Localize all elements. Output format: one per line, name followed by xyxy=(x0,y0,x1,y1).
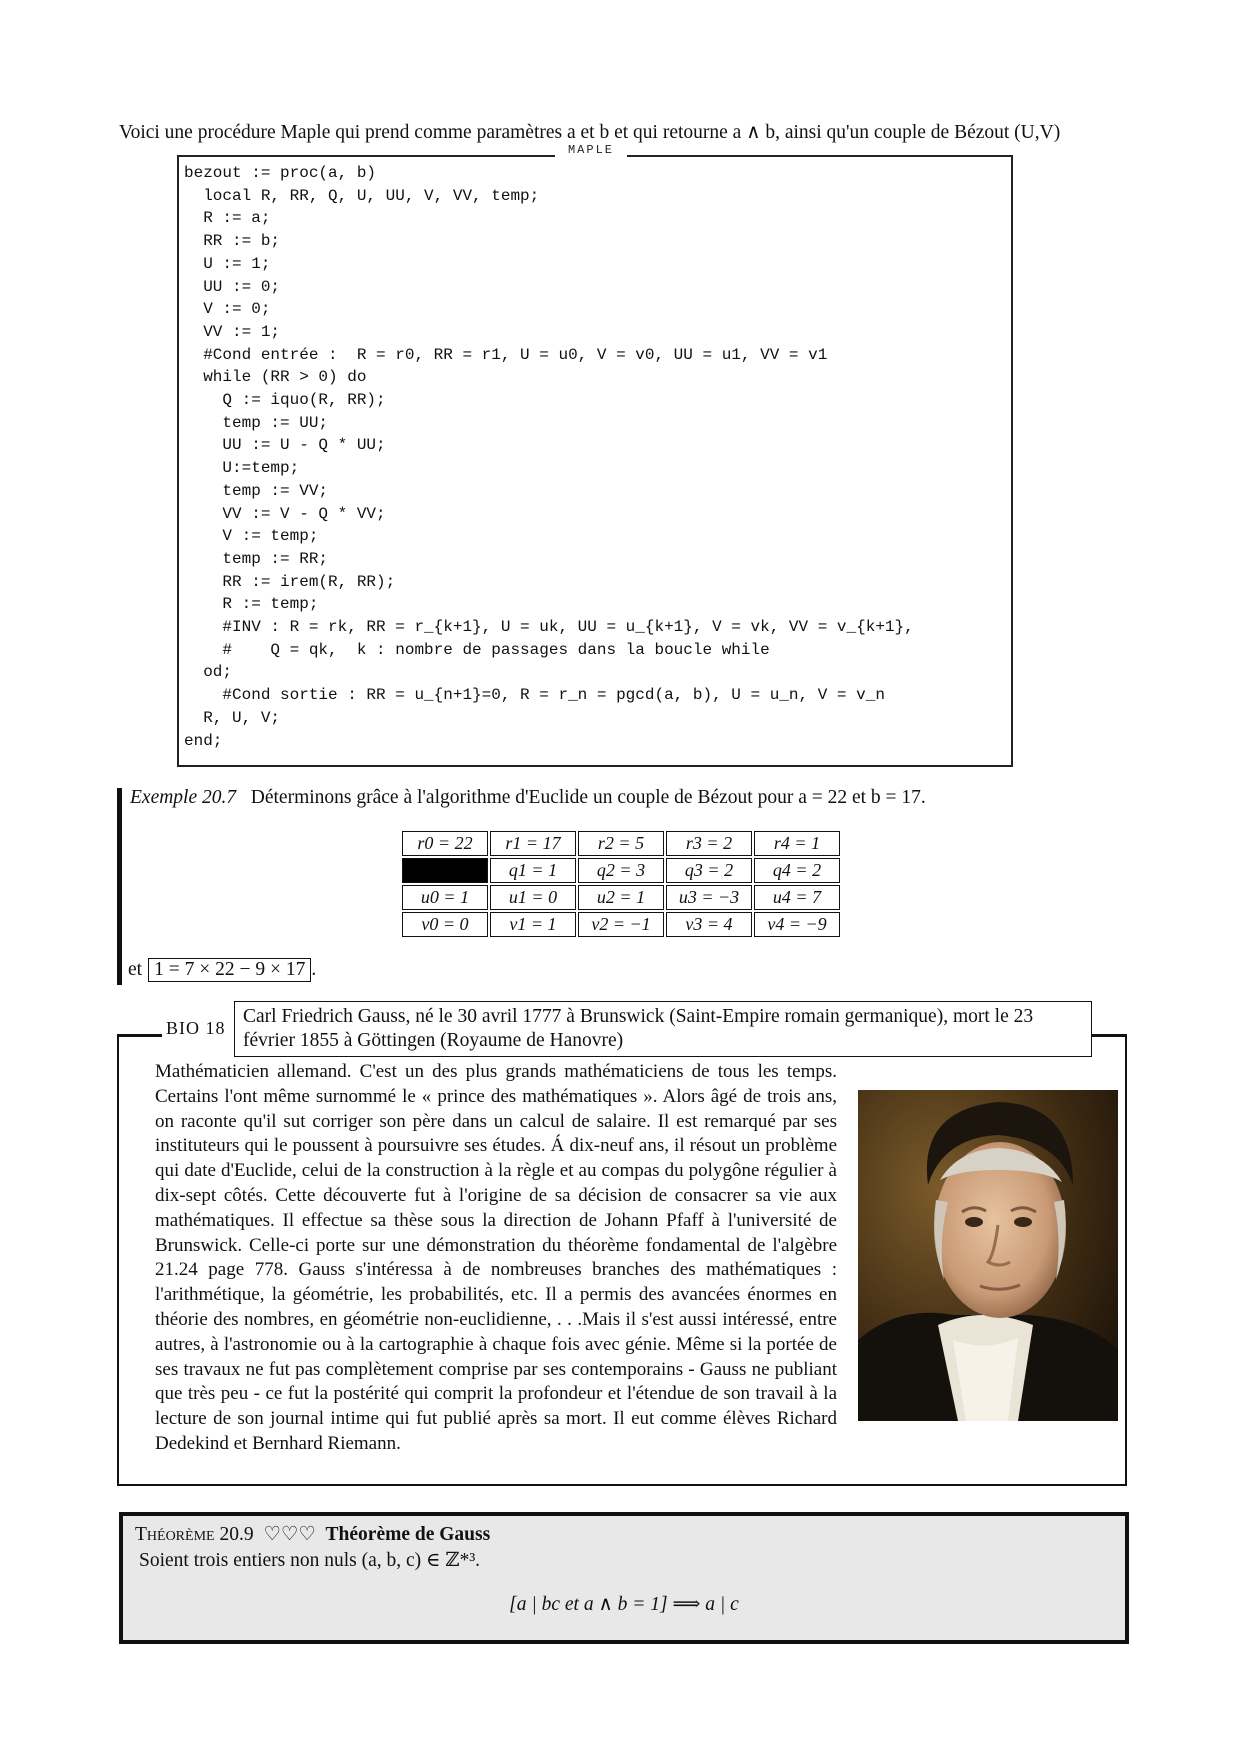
table-cell: v2 = −1 xyxy=(578,912,664,937)
code-line: local R, RR, Q, U, UU, V, VV, temp; xyxy=(184,186,540,205)
euclid-table xyxy=(400,829,842,939)
portrait-image xyxy=(858,1090,1118,1421)
code-line: UU := 0; xyxy=(184,277,281,296)
table-cell: r0 = 22 xyxy=(402,831,488,856)
table-cell: r2 = 5 xyxy=(578,831,664,856)
table-cell: u3 = −3 xyxy=(666,885,752,910)
code-line: temp := UU; xyxy=(184,413,329,432)
theorem-label: Théorème 20.9 xyxy=(135,1524,254,1545)
theorem-formula: [a | bc et a ∧ b = 1] ⟹ a | c xyxy=(509,1594,739,1615)
theorem-heading xyxy=(135,1522,490,1546)
difficulty-hearts-icon: ♡♡♡ xyxy=(263,1524,316,1545)
theorem-name: Théorème de Gauss xyxy=(325,1524,491,1545)
bio-text: Mathématicien allemand. C'est un des plus grands mathématiciens de tous les temps. Certains l'ont même surnommé le « prince des mathématiques ». Alors âgé de trois ans, on raconte qu'il sut corriger son père dans un calcul de salaire. Il est remarqué par ses instituteurs qui le poussent à poursuivre ses études. Á dix-neuf ans, il résout un problème qui date d'Euclide, celui de la construction à la règle et au compas du polygône régulier à dix-sept côtés. Cette découverte fut à l'origine de sa décision de consacrer sa vie aux mathématiques. Il effectue sa thèse sous la direction de Johann Pfaff à l'université de Brunswick. Celle-ci porte sur une démonstration du théorème fondamental de l'algèbre 21.24 page 778. Gauss s'intéressa à de nombreuses branches des mathématiques : l'arithmétique, la géométrie, les probabilités, etc. Il a permis des avancées énormes en théorie des nombres, en géométrie non-euclidienne, . . .Mais il s'est aussi intéressé, entre autres, à l'astronomie ou à la cartographie à chaque fois avec génie. Même si la portée de ses travaux ne fut pas complètement comprise par ses contemporains - Gauss ne publiant que très peu - ce fut la postérité qui comprit la profondeur et l'étendue de son travail à la lecture de son journal intime qui fut publié après sa mort. Il eut comme élèves Richard Dedekind et Bernhard Riemann. xyxy=(155,1061,837,1454)
table-cell: r3 = 2 xyxy=(666,831,752,856)
code-line: UU := U - Q * UU; xyxy=(184,436,386,455)
bio-label: BIO 18 xyxy=(166,1018,226,1038)
table-cell: q2 = 3 xyxy=(578,858,664,883)
example-heading xyxy=(130,787,926,809)
example-statement: Déterminons grâce à l'algorithme d'Euclide un couple de Bézout pour a = 22 et b = 17. xyxy=(250,787,926,808)
table-cell: r4 = 1 xyxy=(754,831,840,856)
table-cell: u1 = 0 xyxy=(490,885,576,910)
code-line: U := 1; xyxy=(184,254,271,273)
table-row xyxy=(402,912,840,937)
table-cell xyxy=(402,858,488,883)
code-line: bezout := proc(a, b) xyxy=(184,164,377,182)
conclusion-prefix: et xyxy=(128,959,143,980)
code-line: VV := 1; xyxy=(184,322,281,341)
example-label: Exemple 20.7 xyxy=(130,787,237,808)
intro-text: Voici une procédure Maple qui prend comme paramètres a et b et qui retourne a ∧ b, ainsi qu'un couple de Bézout (U,V) xyxy=(119,122,1061,143)
bezout-identity-box: 1 = 7 × 22 − 9 × 17 xyxy=(148,958,311,982)
code-line: while (RR > 0) do xyxy=(184,368,367,387)
conclusion-suffix: . xyxy=(311,959,317,980)
code-line: R, U, V; xyxy=(184,708,281,727)
code-line: R := temp; xyxy=(184,595,319,614)
table-cell: r1 = 17 xyxy=(490,831,576,856)
code-line: temp := VV; xyxy=(184,481,329,500)
code-line: Q := iquo(R, RR); xyxy=(184,391,386,409)
maple-code-frame xyxy=(177,155,1013,767)
table-cell: v1 = 1 xyxy=(490,912,576,937)
code-line: temp := RR; xyxy=(184,549,329,568)
code-line: #Cond sortie : RR = u_{n+1}=0, R = r_n = pgcd(a, b), U = u_n, V = v_n xyxy=(184,686,885,705)
table-cell: u0 = 1 xyxy=(402,885,488,910)
bio-frame-top-left xyxy=(117,1034,162,1037)
code-line: VV := V - Q * VV; xyxy=(184,504,386,523)
table-cell: v4 = −9 xyxy=(754,912,840,937)
table-cell: q1 = 1 xyxy=(490,858,576,883)
table-cell: q4 = 2 xyxy=(754,858,840,883)
table-row xyxy=(402,858,840,883)
code-line: V := 0; xyxy=(184,300,271,319)
code-line: RR := b; xyxy=(184,232,281,251)
theorem-statement: Soient trois entiers non nuls (a, b, c) ∈ ℤ*³. xyxy=(139,1550,481,1571)
example-side-bar xyxy=(117,788,122,985)
code-line: V := temp; xyxy=(184,527,319,546)
code-label: MAPLE xyxy=(555,143,627,157)
code-line: end; xyxy=(184,731,223,750)
code-line: R := a; xyxy=(184,209,271,228)
code-line: od; xyxy=(184,663,233,682)
table-cell: v3 = 4 xyxy=(666,912,752,937)
gauss-portrait xyxy=(858,1090,1118,1421)
code-line: U:=temp; xyxy=(184,459,300,478)
table-cell: u4 = 7 xyxy=(754,885,840,910)
theorem-box xyxy=(119,1512,1129,1644)
table-row xyxy=(402,885,840,910)
code-line: #Cond entrée : R = r0, RR = r1, U = u0, V = v0, UU = u1, VV = v1 xyxy=(184,345,828,364)
code-line: # Q = qk, k : nombre de passages dans la boucle while xyxy=(184,640,770,659)
bio-title: Carl Friedrich Gauss, né le 30 avril 1777 à Brunswick (Saint-Empire romain germanique), mort le 23 février 1855 à Göttingen (Royaume de Hanovre) xyxy=(234,1001,1092,1057)
table-cell: q3 = 2 xyxy=(666,858,752,883)
table-cell: u2 = 1 xyxy=(578,885,664,910)
table-cell: v0 = 0 xyxy=(402,912,488,937)
code-line: RR := irem(R, RR); xyxy=(184,572,396,591)
table-row xyxy=(402,831,840,856)
example-conclusion xyxy=(128,958,316,982)
code-line: #INV : R = rk, RR = r_{k+1}, U = uk, UU = u_{k+1}, V = vk, VV = v_{k+1}, xyxy=(184,618,914,636)
